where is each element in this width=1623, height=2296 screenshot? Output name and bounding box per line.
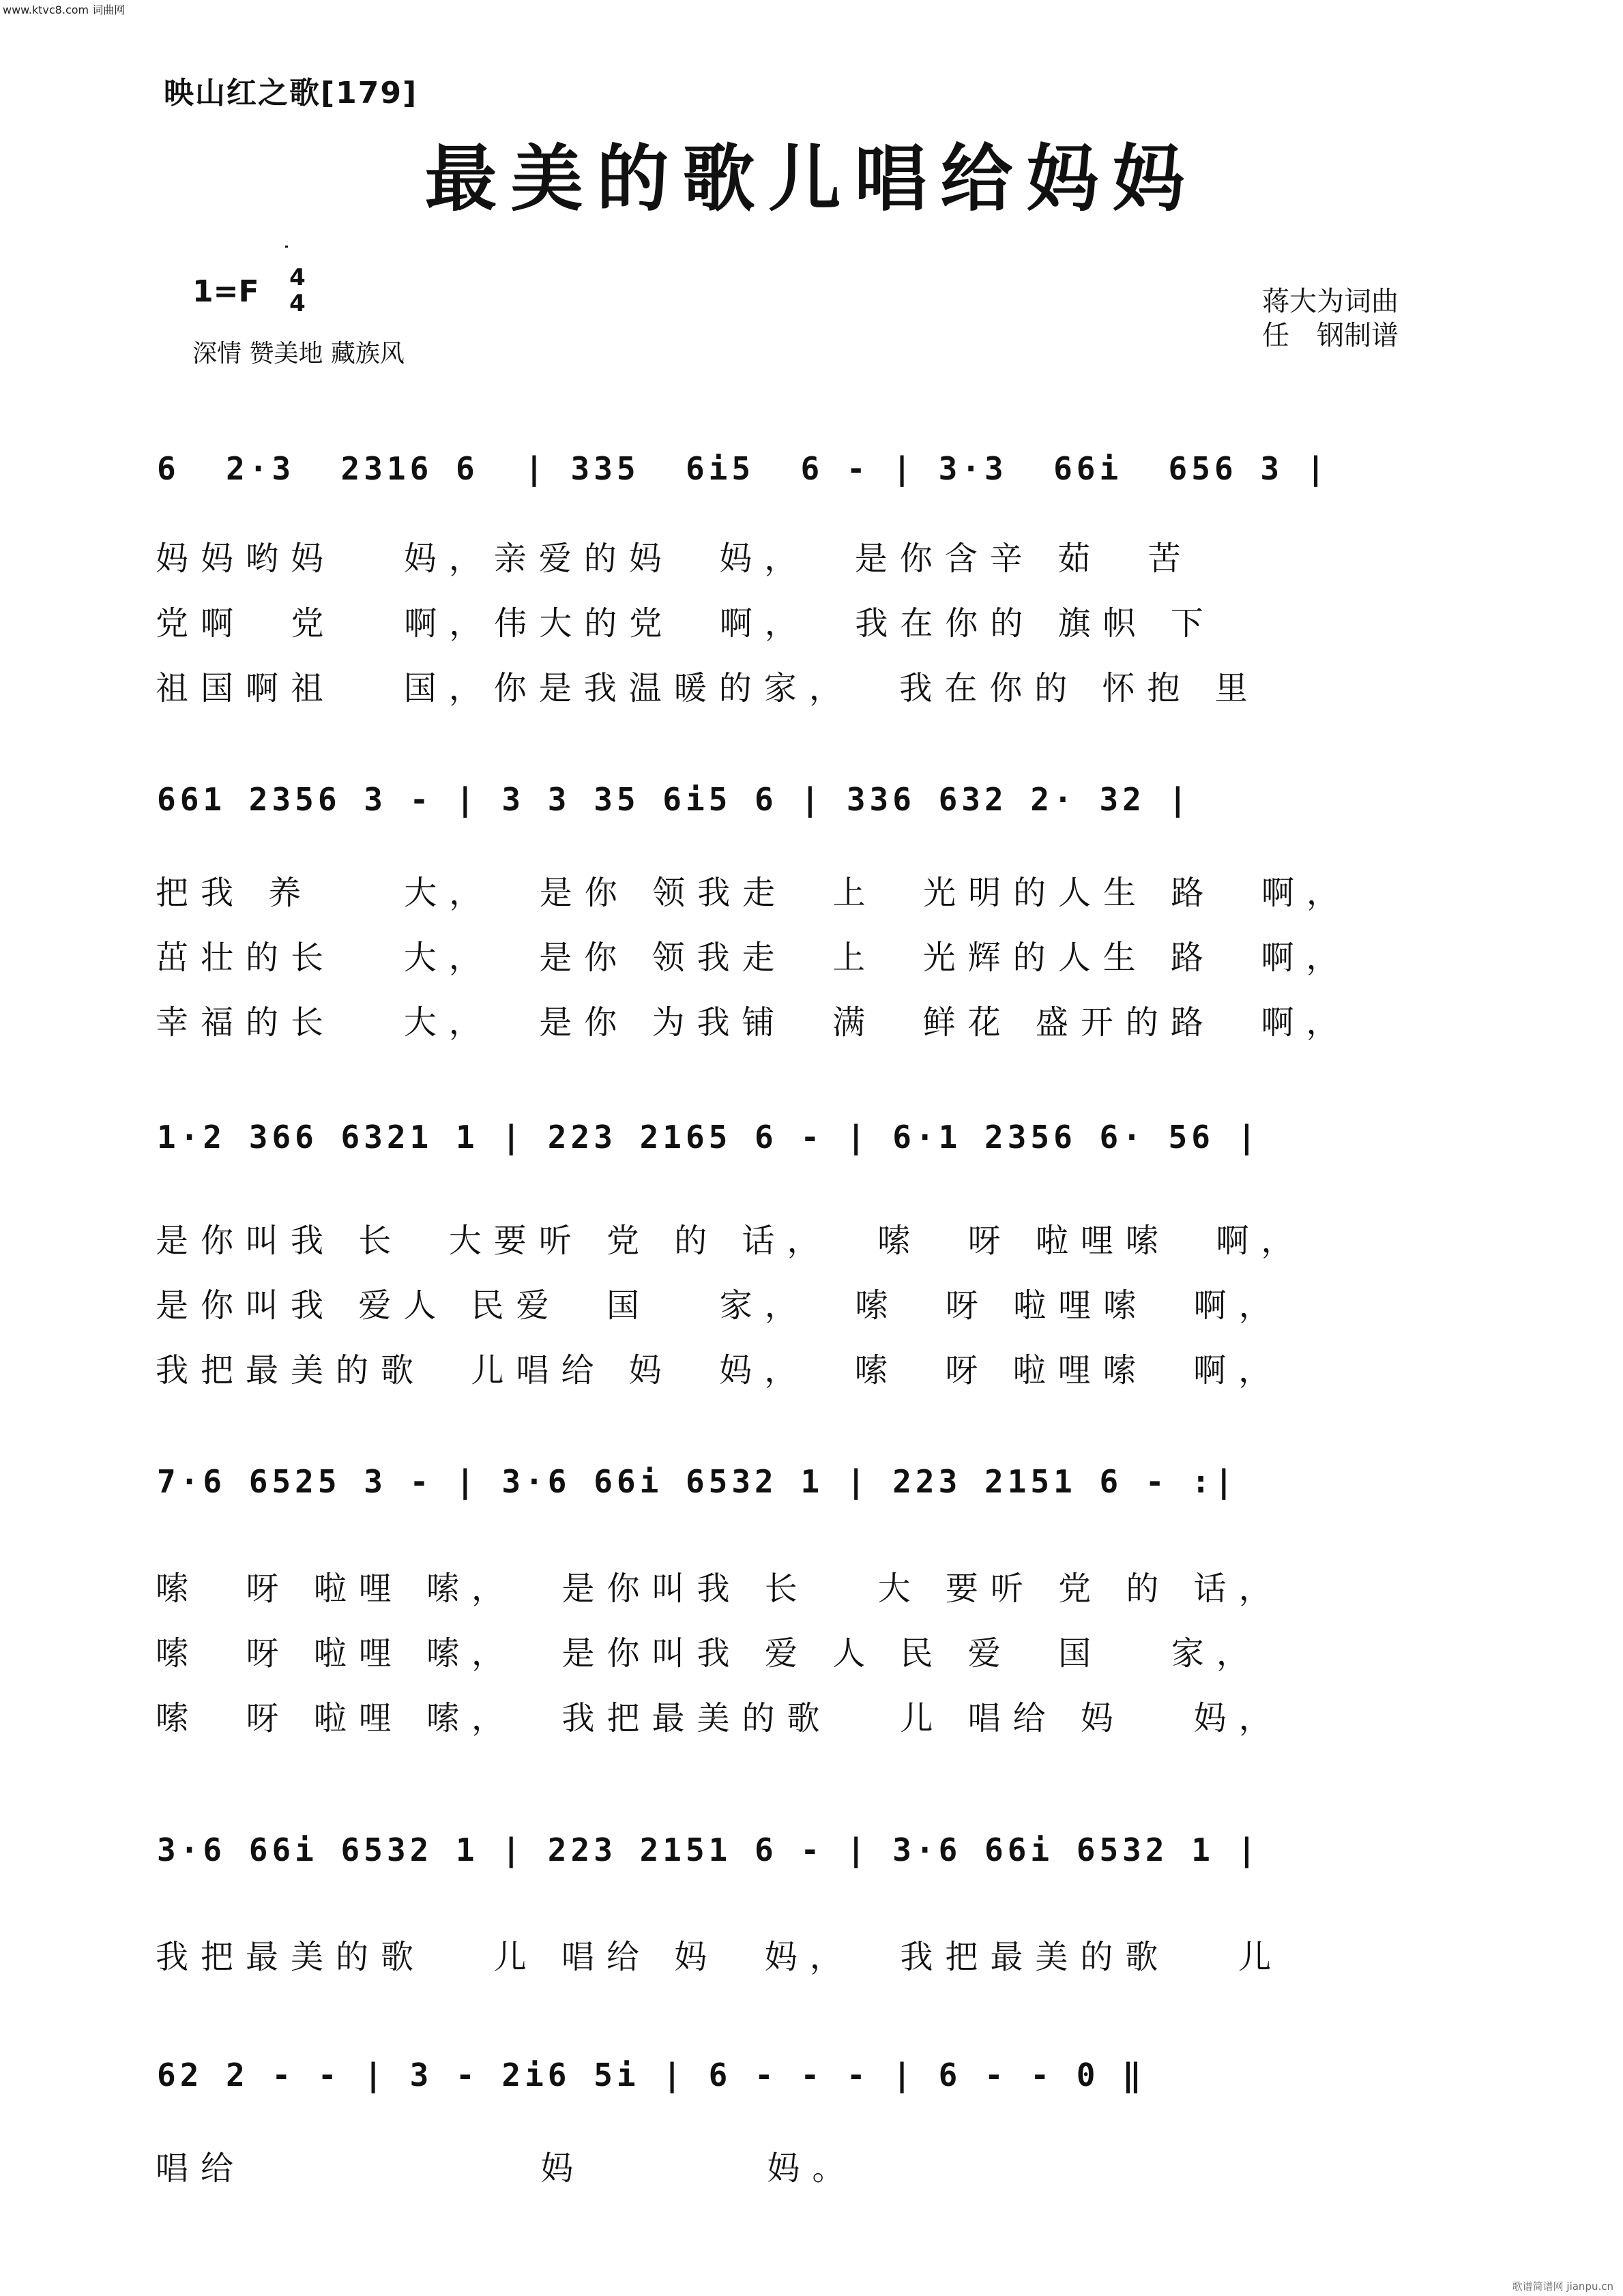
lyric-line: 茁壮的长 大， 是你 领我走 上 光辉的人生 路 啊， <box>156 939 1351 977</box>
notation: 7·6 6525 3 - | 3·6 66i 6532 1 | 223 2151 6 - :| <box>157 1463 1238 1500</box>
lyric-line: 祖国啊祖 国，你是我温暖的家， 我在你的 怀抱 里 <box>156 669 1260 707</box>
score-system-2 <box>0 781 1623 863</box>
credit-lyrics: 蒋大为词曲 <box>1262 286 1399 317</box>
lyric-line: 我把最美的歌 儿唱给 妈 妈， 嗦 呀 啦哩嗦 啊， <box>156 1351 1284 1389</box>
notation: 6 2·3 2316 6 | 335 6i5 6 - | 3·3 66i 656 3 | <box>157 450 1330 487</box>
notation: 1·2 366 6321 1 | 223 2165 6 - | 6·1 2356 6· 56 | <box>157 1119 1261 1156</box>
watermark-bottom: 歌谱简谱网 jianpu.cn <box>1512 2280 1613 2293</box>
notation: 661 2356 3 - | 3 3 35 6i5 6 | 336 632 2· 32 | <box>157 781 1192 818</box>
notation: 62 2 - - | 3 - 2i6 5i | 6 - - - | 6 - - 0 ‖ <box>157 2057 1145 2093</box>
score-system-6 <box>0 2057 1623 2138</box>
lyric-line: 嗦 呀 啦哩 嗦， 是你叫我 爱 人 民 爱 国 家， <box>156 1634 1261 1673</box>
time-signature <box>285 265 310 317</box>
lyric-line: 幸福的长 大， 是你 为我铺 满 鲜花 盛开的路 啊， <box>156 1003 1351 1042</box>
lyric-line: 是你叫我 爱人 民爱 国 家， 嗦 呀 啦哩嗦 啊， <box>156 1286 1284 1325</box>
credit-notation: 任 钢制谱 <box>1262 320 1399 351</box>
lyric-line: 妈妈哟妈 妈，亲爱的妈 妈， 是你含辛 茹 苦 <box>156 540 1193 578</box>
score-system-1 <box>0 450 1623 532</box>
key-signature: 1=F <box>192 274 259 309</box>
score-system-4 <box>0 1463 1623 1545</box>
lyric-line: 我把最美的歌 儿 唱给 妈 妈， 我把最美的歌 儿 <box>156 1938 1284 1976</box>
lyric-line: 嗦 呀 啦哩 嗦， 是你叫我 长 大 要听 党 的 话， <box>156 1570 1284 1608</box>
score-system-5 <box>0 1831 1623 1913</box>
time-top: 4 <box>289 264 306 291</box>
lyric-line: 嗦 呀 啦哩 嗦， 我把最美的歌 儿 唱给 妈 妈， <box>156 1699 1284 1737</box>
tempo-marking: 深情 赞美地 藏族风 <box>192 340 405 368</box>
lyric-line: 是你叫我 长 大要听 党 的 话， 嗦 呀 啦哩嗦 啊， <box>156 1222 1306 1260</box>
lyric-line: 唱给 妈 妈。 <box>156 2149 858 2188</box>
notation: 3·6 66i 6532 1 | 223 2151 6 - | 3·6 66i 6532 1 | <box>157 1831 1261 1868</box>
series-label: 映山红之歌[179] <box>164 76 418 111</box>
watermark-top: www.ktvc8.com 词曲网 <box>3 3 126 16</box>
lyric-line: 把我 养 大， 是你 领我走 上 光明的人生 路 啊， <box>156 874 1351 912</box>
score-system-3 <box>0 1119 1623 1201</box>
lyric-line: 党啊 党 啊，伟大的党 啊， 我在你的 旗帜 下 <box>156 604 1216 643</box>
time-bottom: 4 <box>289 290 306 317</box>
page-title: 最美的歌儿唱给妈妈 <box>424 137 1199 221</box>
